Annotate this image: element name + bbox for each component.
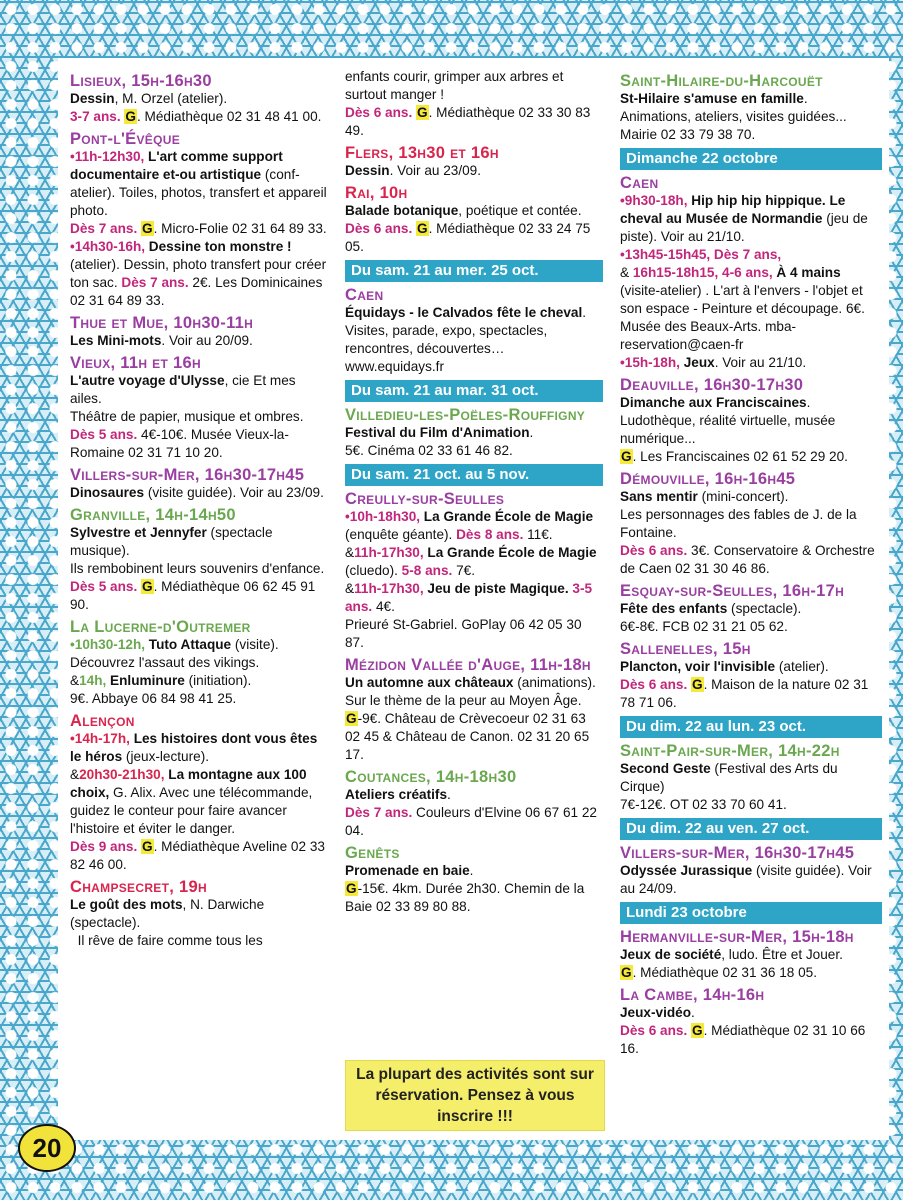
event-text: . [806,395,811,410]
event-text: , poétique et contée. [458,203,582,218]
place-title: Esquay-sur-Seulles, 16h-17h [620,582,845,600]
place-title: Champsecret, 19h [70,878,207,896]
place-title: Thue et Mue, 10h30-11h [70,314,254,332]
event-prefix: & [70,673,80,688]
event-info: . Médiathèque 02 33 30 83 49. [345,105,591,138]
event-title: Fête des enfants [620,601,728,616]
event-title: À 4 mains [772,265,841,280]
place-title: Saint-Hilaire-du-Harcouët [620,72,823,90]
event-title: Équidays - le Calvados fête le cheval [345,305,583,320]
event-text: (atelier). Dessin, photo transfert pour créer ton sac. [70,257,327,290]
event-title: Jeux [679,355,715,370]
event-entry [70,636,328,708]
event-text: Il rêve de faire comme tous les [77,933,263,948]
event-info: Prieuré St-Gabriel. GoPlay 06 42 05 30 87. [345,617,582,650]
place-title: Pont-l'Évêque [70,130,181,148]
event-title: Promenade en baie [345,863,470,878]
place-title: Sallenelles, 15h [620,640,751,658]
event-title: Les Mini-mots [70,333,162,348]
event-time: •10h-18h30, [345,509,421,524]
event-info: 7€. [452,563,475,578]
event-text: (Festival des Arts du Cirque) [620,761,838,794]
event-info: 11€. [523,527,553,542]
event-text: , N. Darwiche (spectacle). [70,897,265,930]
event-title: Second Geste [620,761,711,776]
free-badge: G [621,965,632,980]
free-badge: G [346,881,357,896]
event-info: 4€. [372,599,395,614]
event-title: Balade botanique [345,203,459,218]
event-time: •14h-17h, [70,731,130,746]
event-text: Théâtre de papier, musique et ombres. [70,409,304,424]
event-text: (jeux-lecture). [122,749,210,764]
event-title: Dessine ton monstre ! [145,239,292,254]
event-title: Jeux de société [620,947,722,962]
event-time: •14h30-16h, [70,239,146,254]
event-text: (visite). Découvrez l'assaut des vikings. [70,637,279,670]
age-label: Dès 6 ans. [345,221,413,236]
event-title: Sylvestre et Jennyfer [70,525,207,540]
event-entry [620,760,882,814]
place-title: Granville, 14h-14h50 [70,506,236,524]
event-prefix: & [345,581,355,596]
place-title: Hermanville-sur-Mer, 15h-18h [620,928,854,946]
column-3 [620,68,882,1058]
event-info: . Les Franciscaines 02 61 52 29 20. [632,449,848,464]
event-entry [620,600,882,636]
age-label: Dès 7 ans. [70,221,138,236]
event-text: Les personnages des fables de J. de la Fontaine. [620,507,857,540]
event-info: -15€. 4km. Durée 2h30. Chemin de la Baie 02 33 89 80 88. [345,881,585,914]
page-number: 20 [18,1124,76,1172]
age-label: 3-7 ans. [70,109,121,124]
place-title: Démouville, 16h-16h45 [620,470,796,488]
event-info: . Médiathèque 02 33 24 75 05. [345,221,591,254]
event-text: (visite-atelier) . L'art à l'envers - l'objet et son espace - Peinture et découpage. 6€. Musée des Beaux-Arts. mba-reservation@caen-fr [620,283,865,352]
event-text: . [447,787,451,802]
free-badge: G [417,105,428,120]
event-title: Sans mentir [620,489,698,504]
event-title: Festival du Film d'Animation [345,425,530,440]
date-banner: Du sam. 21 au mar. 31 oct. [345,380,603,402]
event-entry [70,484,328,502]
event-info: Couleurs d'Elvine 06 67 61 22 04. [345,805,597,838]
event-prefix: & [70,767,80,782]
event-entry [70,372,328,462]
event-text: . Voir au 21/10. [714,355,807,370]
event-text: Ils rembobinent leurs souvenirs d'enfance. [70,561,325,576]
event-text: Visites, parade, expo, spectacles, rencontres, découvertes… [345,323,548,356]
event-text: (spectacle musique). [70,525,273,558]
event-title: St-Hilaire s'amuse en famille [620,91,804,106]
event-text: . [803,91,808,106]
age-label: Dès 6 ans. [345,105,413,120]
age-label: Dès 5 ans. [70,579,138,594]
place-title: Genêts [345,844,400,862]
age-label: Dès 7 ans. [121,275,189,290]
event-entry [70,148,328,238]
date-banner: Du sam. 21 au mer. 25 oct. [345,260,603,282]
free-badge: G [417,221,428,236]
column-1 [70,68,328,950]
event-entry [620,658,882,712]
place-title: Caen [620,174,659,192]
place-title: Saint-Pair-sur-Mer, 14h-22h [620,742,840,760]
place-title: La Cambe, 14h-16h [620,986,765,1004]
event-entry [70,332,328,350]
event-text: , M. Orzel (atelier). [114,91,228,106]
event-info: . Maison de la nature 02 31 78 71 06. [620,677,869,710]
event-title: Les histoires dont vous êtes le héros [70,731,318,764]
event-text: . [582,305,587,320]
date-banner: Du dim. 22 au lun. 23 oct. [620,716,882,738]
age-label: Dès 6 ans. [620,1023,688,1038]
place-title: Deauville, 16h30-17h30 [620,376,804,394]
event-text: , ludo. Être et Jouer. [721,947,843,962]
event-info: . Médiathèque Aveline 02 33 82 46 00. [70,839,325,872]
event-entry [345,674,603,764]
event-entry [70,524,328,614]
event-title: L'autre voyage d'Ulysse [70,373,225,388]
event-info: -9€. Château de Crèvecoeur 02 31 63 02 45 & Château de Canon. 02 31 20 65 17. [345,711,590,762]
event-prefix: & [345,545,355,560]
event-info: 6€-8€. FCB 02 31 21 05 62. [620,619,788,634]
event-text: (visite guidée). Voir au 23/09. [144,485,324,500]
event-info: 9€. Abbaye 06 84 98 41 25. [70,691,237,706]
event-text: (atelier). [775,659,829,674]
event-entry [620,946,882,982]
event-entry [620,1004,882,1058]
event-text: (conf-atelier). Toiles, photos, transfert et appareil photo. [70,167,327,218]
age-label: 4-6 ans, [718,265,773,280]
event-info: 3€. Conservatoire & Orchestre de Caen 02 31 30 46 86. [620,543,875,576]
event-entry [620,192,882,372]
event-text: (mini-concert). [697,489,789,504]
event-text: . Voir au 20/09. [161,333,253,348]
event-title: La Grande École de Magie [420,509,594,524]
event-info: . Médiathèque 06 62 45 91 90. [70,579,316,612]
event-time: 20h30-21h30, [79,767,165,782]
age-label: 3-5 ans. [345,581,593,614]
event-title: Dessin [345,163,390,178]
age-label: Dès 7 ans. [345,805,413,820]
age-label: Dès 9 ans. [70,839,138,854]
place-title: Vieux, 11h et 16h [70,354,201,372]
event-time: 16h15-18h15, [632,265,719,280]
event-time: •9h30-18h, [620,193,688,208]
event-title: Dimanche aux Franciscaines [620,395,807,410]
place-title: Villedieu-les-Poëles-Rouffigny [345,406,586,424]
event-info: 4€-10€. Musée Vieux-la-Romaine 02 31 71 10 20. [70,427,289,460]
event-time: 11h-17h30, [354,545,424,560]
event-title: Ateliers créatifs [345,787,448,802]
page-content [58,58,889,1140]
place-title: Creully-sur-Seulles [345,490,505,508]
event-title: Jeu de piste Magique. [423,581,569,596]
event-entry [70,90,328,126]
event-text: . Voir au 23/09. [389,163,482,178]
free-badge: G [142,579,153,594]
event-title: Dinosaures [70,485,145,500]
event-title: Odyssée Jurassique [620,863,753,878]
event-link[interactable]: www.equidays.fr [345,359,444,374]
event-entry [345,162,603,180]
event-time: 11h-17h30, [354,581,424,596]
event-time: •13h45-15h45, [620,247,711,262]
event-text: , cie Et mes ailes. [70,373,296,406]
event-info: . Micro-Folie 02 31 64 89 33. [153,221,327,236]
event-title: Tuto Attaque [145,637,232,652]
free-badge: G [142,839,153,854]
event-title: Enluminure [106,673,185,688]
place-title: Rai, 10h [345,184,408,202]
free-badge: G [621,449,632,464]
place-title: Coutances, 14h-18h30 [345,768,517,786]
event-entry [345,304,603,376]
date-banner: Du sam. 21 oct. au 5 nov. [345,464,603,486]
event-text: . [469,863,474,878]
event-title: La Grande École de Magie [423,545,597,560]
event-info: . Médiathèque 02 31 48 41 00. [136,109,322,124]
place-title: Villers-sur-Mer, 16h30-17h45 [70,466,305,484]
event-text: . [529,425,534,440]
event-entry [70,896,328,950]
event-time: •15h-18h, [620,355,680,370]
event-entry [620,394,882,466]
event-entry [345,862,603,916]
column-2 [345,68,603,916]
place-title: Alençon [70,712,135,730]
event-title: Dessin [70,91,115,106]
event-entry [345,424,603,460]
place-title: La Lucerne-d'Outremer [70,618,251,636]
place-title: Villers-sur-Mer, 16h30-17h45 [620,844,855,862]
event-text: Animations, ateliers, visites guidées... Mairie 02 33 79 38 70. [620,109,847,142]
age-label: Dès 7 ans, [710,247,782,262]
event-info: . Médiathèque 02 31 36 18 05. [632,965,817,980]
event-title: L'art comme support documentaire et-ou artistique [70,149,283,182]
event-text: (animations). [513,675,596,690]
event-text: enfants courir, grimper aux arbres et surtout manger ! [345,69,564,102]
event-entry [345,508,603,652]
place-title: Flers, 13h30 et 16h [345,144,499,162]
event-time: 14h, [79,673,107,688]
event-text: (enquête géante). [345,527,453,542]
event-entry [345,68,603,140]
event-info: . Médiathèque 02 31 10 66 16. [620,1023,866,1056]
event-info: 2€. Les Dominicaines 02 31 64 89 33. [70,275,323,308]
age-label: Dès 5 ans. [70,427,138,442]
age-label: Dès 6 ans. [620,677,688,692]
event-text: (jeu de piste). Voir au 21/10. [620,211,868,244]
date-banner: Lundi 23 octobre [620,902,882,924]
event-entry [620,862,882,898]
event-time: •10h30-12h, [70,637,146,652]
free-badge: G [692,677,703,692]
free-badge: G [692,1023,703,1038]
event-title: La montagne aux 100 choix, [70,767,307,800]
place-title: Lisieux, 15h-16h30 [70,72,212,90]
event-entry [345,202,603,256]
event-text: G. Alix. Avec une télécommande, guidez le conteur pour faire avancer l'histoire et éviter le danger. [70,785,313,836]
age-label: 5-8 ans. [397,563,453,578]
event-info: 7€-12€. OT 02 33 70 60 41. [620,797,787,812]
date-banner: Dimanche 22 octobre [620,148,882,170]
reservation-notice: La plupart des activités sont sur réservation. Pensez à vous inscrire !!! [345,1060,605,1131]
event-title: Le goût des mots [70,897,183,912]
event-text: . [691,1005,695,1020]
event-entry [70,238,328,310]
event-entry [70,730,328,874]
event-title: Jeux-vidéo [620,1005,692,1020]
event-title: Un automne aux châteaux [345,675,514,690]
event-entry [620,488,882,578]
event-prefix: & [620,265,633,280]
event-text: Ludothèque, réalité virtuelle, musée numérique... [620,413,836,446]
free-badge: G [346,711,357,726]
event-title: Plancton, voir l'invisible [620,659,776,674]
event-time: •11h-12h30, [70,149,145,164]
event-text: (cluedo). [345,563,398,578]
event-entry [345,786,603,840]
event-title: Hip hip hip hippique. Le cheval au Musée de Normandie [620,193,846,226]
event-text: (initiation). [184,673,252,688]
date-banner: Du dim. 22 au ven. 27 oct. [620,818,882,840]
event-text: (visite guidée). Voir au 24/09. [620,863,872,896]
event-text: Sur le thème de la peur au Moyen Âge. [345,693,582,708]
age-label: Dès 8 ans. [452,527,524,542]
free-badge: G [125,109,136,124]
event-info: 5€. Cinéma 02 33 61 46 82. [345,443,513,458]
age-label: Dès 6 ans. [620,543,688,558]
free-badge: G [142,221,153,236]
event-text: (spectacle). [727,601,802,616]
event-entry [620,90,882,144]
place-title: Mézidon Vallée d'Auge, 11h-18h [345,656,591,674]
place-title: Caen [345,286,384,304]
